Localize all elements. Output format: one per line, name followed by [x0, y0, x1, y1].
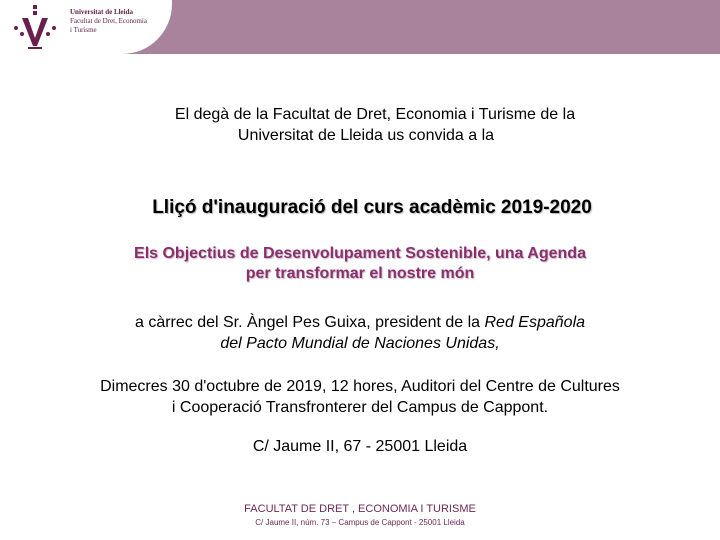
event-when-where	[0, 376, 720, 418]
logo-text	[70, 8, 147, 35]
speaker-org-line-2: del Pacto Mundial de Naciones Unidas,	[220, 335, 500, 352]
when-line-1: Dimecres 30 d'octubre de 2019, 12 hores, Auditori del Centre de Cultures	[100, 378, 620, 395]
logo-line-university: Universitat de Lleida	[70, 8, 133, 16]
speaker-prefix: a càrrec del Sr. Àngel Pes Guixa, president de la	[134, 314, 485, 331]
footer-line-2: C/ Jaume II, núm. 73 – Campus de Cappont - 25001 Lleida	[255, 518, 465, 527]
event-address: C/ Jaume II, 67 - 25001 Lleida	[252, 438, 468, 455]
subtitle-line-1: Els Objectius de Desenvolupament Sostenible, una Agenda	[134, 245, 586, 262]
intro-line-2: Universitat de Lleida us convida a la	[237, 127, 495, 144]
subtitle-line-2: per transformar el nostre món	[245, 265, 475, 282]
lecture-subtitle	[0, 244, 720, 284]
invitation-intro	[0, 104, 720, 146]
footer	[0, 503, 720, 529]
university-logo-icon	[12, 4, 58, 50]
speaker-org-line-1: Red Española	[484, 314, 586, 331]
when-line-2: i Cooperació Transfronterer del Campus de Cappont.	[171, 399, 549, 416]
intro-line-1: El degà de la Facultat de Dret, Economia i Turisme de la	[174, 106, 576, 123]
lecture-title: Lliçó d'inauguració del curs acadèmic 2019-2020	[152, 197, 592, 218]
logo-line-tourism: i Turisme	[70, 26, 97, 34]
footer-line-1: FACULTAT DE DRET , ECONOMIA I TURISME	[244, 503, 476, 515]
logo-line-faculty: Facultat de Dret, Economia	[70, 17, 147, 25]
speaker-info	[0, 312, 720, 354]
logo-panel	[0, 0, 172, 54]
